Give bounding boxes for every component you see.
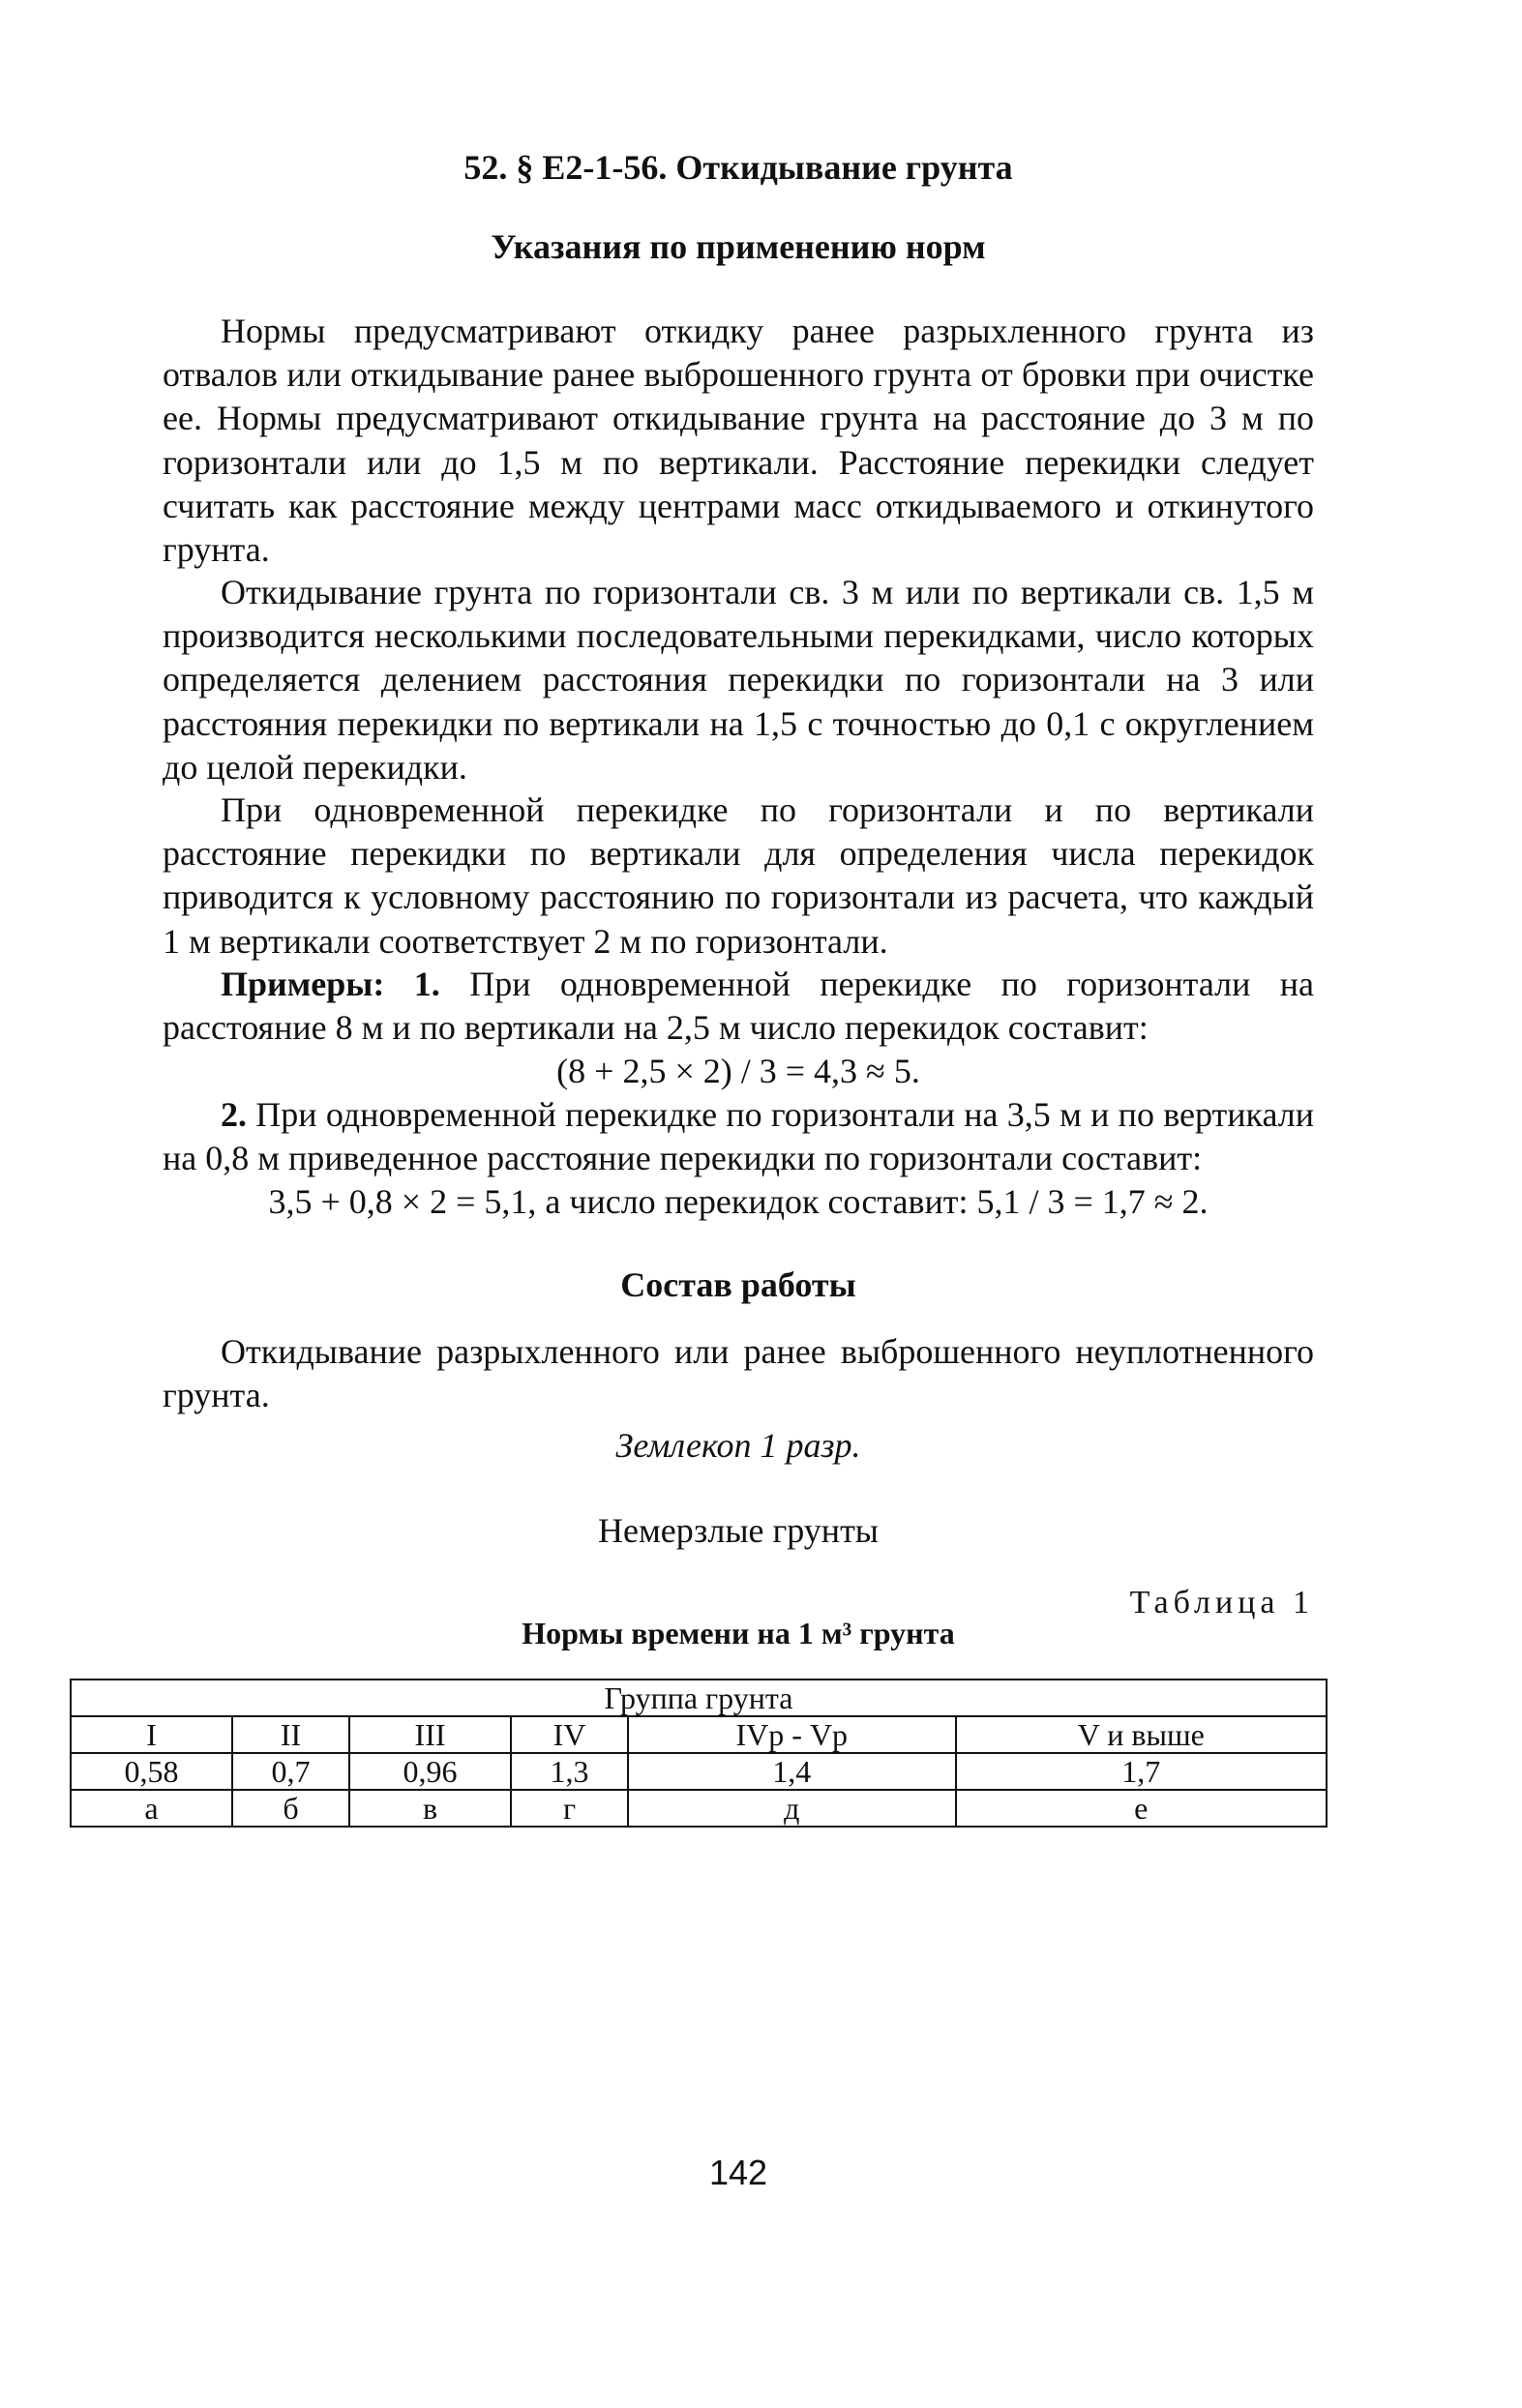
example-1-formula: (8 + 2,5 × 2) / 3 = 4,3 ≈ 5. (556, 1052, 920, 1090)
col-header: II (232, 1716, 349, 1753)
letter-cell: д (628, 1790, 956, 1827)
value-cell: 0,58 (71, 1753, 232, 1790)
norms-table (70, 1679, 1328, 1828)
work-heading: Состав работы (620, 1265, 856, 1304)
example-1-text: При одновременной перекидке по горизонтали на расстояние 8 м и по вертикали на 2,5 м число перекидок составит: (163, 965, 1315, 1048)
examples-label: Примеры: (221, 965, 385, 1003)
letter-cell: а (71, 1790, 232, 1827)
example-2-number: 2. (221, 1095, 247, 1134)
letter-cell: г (511, 1790, 628, 1827)
table-title: Нормы времени на 1 м³ грунта (522, 1616, 955, 1650)
example-1-number: 1. (413, 965, 440, 1003)
paragraph-2: Откидывание грунта по горизонтали св. 3 м или по вертикали св. 1,5 м производится несколькими последовательными перекидками, число которых определяется делением расстояния перекидки по горизонтали на 3 или расстояния перекидки по вертикали на 1,5 с точностью до 0,1 с округлением до целой перекидки. (163, 573, 1314, 787)
example-1 (163, 963, 1314, 1050)
col-header: IVр - Vр (628, 1716, 956, 1753)
table-header-row (71, 1716, 1327, 1753)
group-header: Группа грунта (71, 1680, 1327, 1716)
letter-cell: в (349, 1790, 511, 1827)
table-values-row (71, 1753, 1327, 1790)
value-cell: 1,7 (956, 1753, 1327, 1790)
table-letters-row (71, 1790, 1327, 1827)
table-group-row (71, 1680, 1327, 1716)
value-cell: 0,7 (232, 1753, 349, 1790)
example-2 (163, 1093, 1314, 1180)
guidelines-heading: Указания по применению норм (491, 227, 986, 266)
paragraph-3: При одновременной перекидке по горизонтали и по вертикали расстояние перекидки по вертикали для определения числа перекидок приводится к условному расстоянию по горизонтали из расчета, что каждый 1 м вертикали соответствует 2 м по горизонтали. (163, 790, 1314, 961)
example-2-text: При одновременной перекидке по горизонтали на 3,5 м и по вертикали на 0,8 м приведенное расстояние перекидки по горизонтали составит: (163, 1095, 1314, 1178)
work-text: Откидывание разрыхленного или ранее выброшенного неуплотненного грунта. (163, 1332, 1314, 1415)
soil-type: Немерзлые грунты (597, 1511, 879, 1550)
table-label: Таблица 1 (1129, 1585, 1314, 1620)
value-cell: 1,4 (628, 1753, 956, 1790)
col-header: III (349, 1716, 511, 1753)
example-2-formula: 3,5 + 0,8 × 2 = 5,1, а число перекидок составит: 5,1 / 3 = 1,7 ≈ 2. (268, 1182, 1209, 1221)
paragraph-1: Нормы предусматривают откидку ранее разрыхленного грунта из отвалов или откидывание ранее выброшенного грунта от бровки при очистке ее. Нормы предусматривают откидывание грунта на расстояние до 3 м по горизонтали или до 1,5 м по вертикали. Расстояние перекидки следует считать как расстояние между центрами масс откидываемого и откинутого грунта. (163, 312, 1314, 570)
section-title: 52. § Е2-1-56. Откидывание грунта (463, 148, 1013, 187)
page-number: 142 (708, 2153, 768, 2192)
col-header: V и выше (956, 1716, 1327, 1753)
worker-grade: Землекоп 1 разр. (615, 1426, 861, 1465)
col-header: I (71, 1716, 232, 1753)
value-cell: 1,3 (511, 1753, 628, 1790)
col-header: IV (511, 1716, 628, 1753)
letter-cell: е (956, 1790, 1327, 1827)
letter-cell: б (232, 1790, 349, 1827)
value-cell: 0,96 (349, 1753, 511, 1790)
